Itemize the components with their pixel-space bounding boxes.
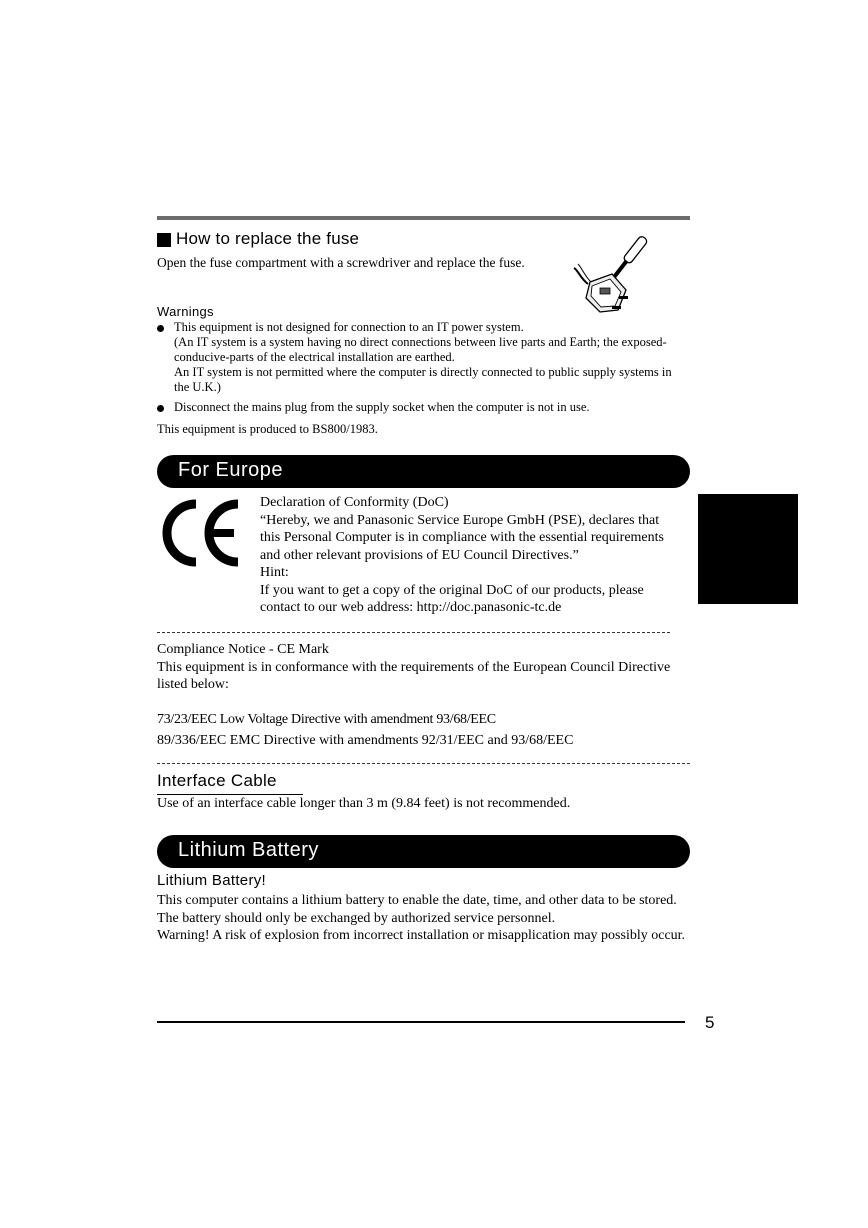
compliance-line: This equipment is in conformance with the requirements of the European Council Directive xyxy=(157,659,671,675)
lithium-line: This computer contains a lithium battery to enable the date, time, and other data to be stored. xyxy=(157,893,677,908)
bullet-icon xyxy=(157,405,164,412)
lithium-line: The battery should only be exchanged by authorized service personnel. xyxy=(157,910,556,926)
page-number: 5 xyxy=(705,1013,715,1032)
side-tab-marker xyxy=(698,494,798,604)
standard-note: This equipment is produced to BS800/1983. xyxy=(157,422,378,436)
warning-item-1 xyxy=(174,320,692,395)
doc-line: this Personal Computer is in compliance with the essential requirements xyxy=(260,530,664,545)
footer-rule xyxy=(157,1021,685,1023)
section-square-icon xyxy=(157,233,171,247)
lithium-battery-title: Lithium Battery! xyxy=(157,872,267,889)
fuse-heading: How to replace the fuse xyxy=(176,229,360,248)
warning-line: An IT system is not permitted where the computer is directly connected to public supply systems in xyxy=(174,365,672,379)
lithium-battery-banner xyxy=(157,835,690,868)
warning-line: This equipment is not designed for connection to an IT power system. xyxy=(174,320,524,334)
warning-line: conducive-parts of the electrical installation are earthed. xyxy=(174,350,455,364)
top-rule xyxy=(157,216,690,220)
compliance-line: Compliance Notice - CE Mark xyxy=(157,642,329,657)
banner-label: For Europe xyxy=(178,459,284,481)
dashed-divider xyxy=(157,763,690,764)
bullet-icon xyxy=(157,325,164,332)
warning-line: (An IT system is a system having no direct connections between live parts and Earth; the exposed- xyxy=(174,335,667,349)
directive-emc: 89/336/EEC EMC Directive with amendments 92/31/EEC and 93/68/EEC xyxy=(157,733,574,748)
doc-line: If you want to get a copy of the original DoC of our products, please xyxy=(260,582,644,598)
doc-line: Hint: xyxy=(260,565,289,580)
compliance-line: listed below: xyxy=(157,677,229,692)
interface-cable-title: Interface Cable xyxy=(157,771,277,790)
doc-line: and other relevant provisions of EU Council Directives.” xyxy=(260,547,579,563)
for-europe-banner xyxy=(157,455,690,488)
fuse-instruction: Open the fuse compartment with a screwdriver and replace the fuse. xyxy=(157,255,525,270)
uk-plug-screwdriver-icon xyxy=(572,226,672,316)
interface-cable-text: Use of an interface cable longer than 3 m (9.84 feet) is not recommended. xyxy=(157,796,571,811)
lithium-line: Warning! A risk of explosion from incorrect installation or misapplication may possibly occur. xyxy=(157,928,686,943)
directive-low-voltage: 73/23/EEC Low Voltage Directive with amendment 93/68/EEC xyxy=(157,712,496,727)
doc-line: “Hereby, we and Panasonic Service Europe GmbH (PSE), declares that xyxy=(260,512,660,528)
warnings-title: Warnings xyxy=(157,304,214,319)
warning-item-2: Disconnect the mains plug from the supply socket when the computer is not in use. xyxy=(174,400,590,414)
ce-mark-icon xyxy=(160,498,242,568)
declaration-of-conformity xyxy=(260,494,692,617)
doc-line: contact to our web address: http://doc.panasonic-tc.de xyxy=(260,600,562,615)
compliance-notice xyxy=(157,641,692,694)
dashed-divider xyxy=(157,632,670,633)
lithium-battery-text xyxy=(157,892,693,945)
title-underline xyxy=(157,794,303,795)
doc-line: Declaration of Conformity (DoC) xyxy=(260,495,449,510)
warning-line: the U.K.) xyxy=(174,380,221,394)
banner-label: Lithium Battery xyxy=(178,839,319,861)
